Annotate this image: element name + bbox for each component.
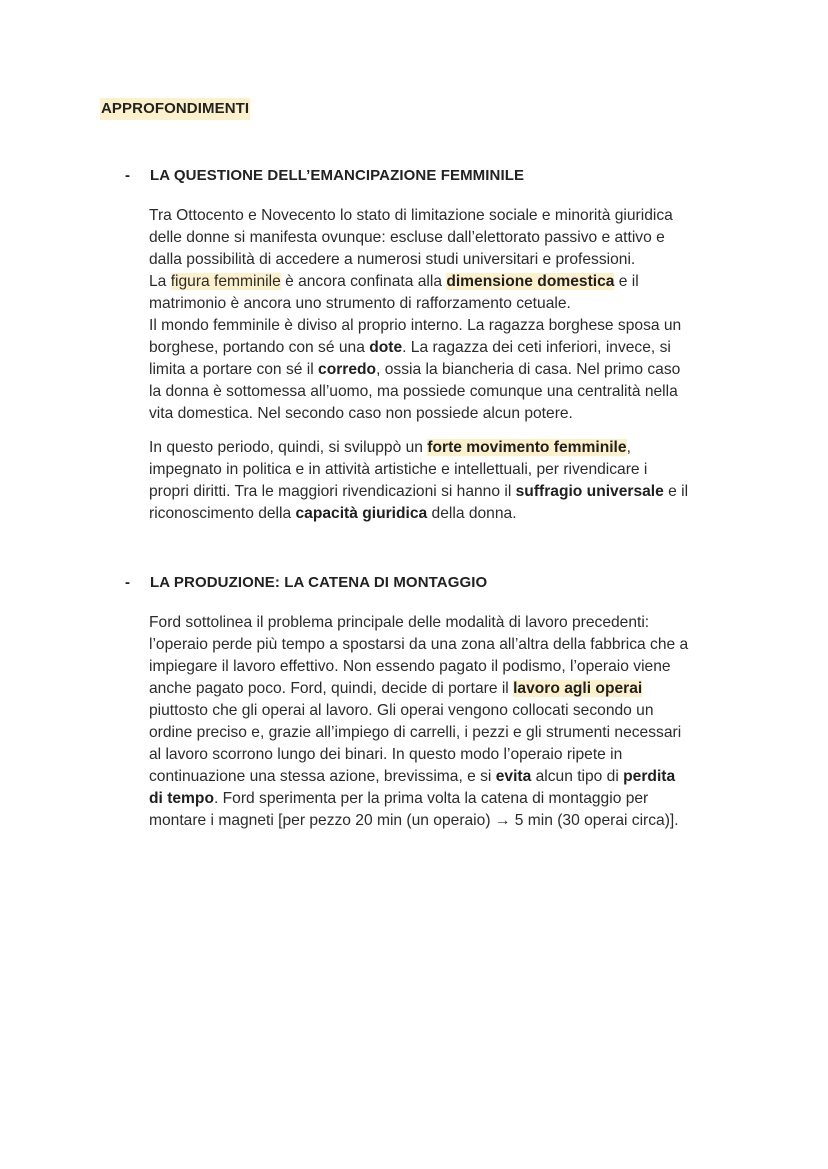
page-title: APPROFONDIMENTI [100, 98, 250, 120]
text-run: e il [663, 483, 689, 500]
text-run: . La ragazza dei ceti inferiori, invece, si [402, 339, 671, 356]
text-run: ordine preciso e, grazie all’impiego di carrelli, i pezzi e gli strumenti necessari [149, 724, 682, 741]
bold-term: capacità giuridica [295, 505, 428, 522]
text-line [149, 766, 731, 788]
text-run: alcun tipo di [531, 768, 624, 785]
text-run: e il [614, 273, 639, 290]
section-heading-row [0, 165, 828, 187]
section-heading-row [0, 572, 828, 594]
highlighted-term: figura femminile [170, 273, 281, 290]
text-line [149, 612, 731, 634]
text-run: della donna. [427, 505, 517, 522]
paragraph [149, 205, 731, 425]
text-line [149, 634, 731, 656]
bold-term: di tempo [149, 790, 214, 807]
text-run: limita a portare con sé il [149, 361, 319, 378]
text-run: al lavoro scorrono lungo dei binari. In questo modo l’operaio ripete in [149, 746, 623, 763]
text-line [149, 293, 731, 315]
text-line [149, 744, 731, 766]
text-run: . Ford sperimenta per la prima volta la catena di montaggio per [213, 790, 649, 807]
text-line [149, 271, 731, 293]
text-line [149, 700, 731, 722]
text-line [149, 227, 731, 249]
text-run: Ford sottolinea il problema principale delle modalità di lavoro precedenti: [149, 614, 650, 631]
text-run: Tra Ottocento e Novecento lo stato di limitazione sociale e minorità giuridica [149, 207, 673, 224]
section-heading: LA PRODUZIONE: LA CATENA DI MONTAGGIO [150, 574, 488, 591]
text-line [149, 337, 731, 359]
text-line [149, 403, 731, 425]
text-line [149, 810, 731, 832]
text-run: montare i magneti [per pezzo 20 min (un operaio) → 5 min (30 operai circa)]. [149, 812, 679, 829]
dash-bullet: - [125, 574, 130, 591]
text-run: Il mondo femminile è diviso al proprio interno. La ragazza borghese sposa un [149, 317, 682, 334]
section-emancipazione [0, 165, 828, 525]
text-run: dalla possibilità di accedere a numerosi studi universitari e professioni. [149, 251, 636, 268]
text-line [149, 503, 731, 525]
text-line [149, 359, 731, 381]
text-run: anche pagato poco. Ford, quindi, decide di portare il [149, 680, 514, 697]
paragraph [149, 612, 731, 832]
text-line [149, 678, 731, 700]
text-line [149, 656, 731, 678]
text-run: è ancora confinata alla [280, 273, 447, 290]
text-run: piuttosto che gli operai al lavoro. Gli operai vengono collocati secondo un [149, 702, 654, 719]
text-line [149, 437, 731, 459]
text-line [149, 788, 731, 810]
text-run: la donna è sottomessa all’uomo, ma possiede comunque una centralità nella [149, 383, 678, 400]
text-run: l’operaio perde più tempo a spostarsi da una zona all’altra della fabbrica che a [149, 636, 689, 653]
highlighted-bold-term: forte movimento femminile [427, 439, 627, 456]
text-line [149, 249, 731, 271]
text-line [149, 381, 731, 403]
bold-term: dote [369, 339, 403, 356]
paragraph [149, 437, 731, 525]
highlighted-bold-term: dimensione domestica [446, 273, 615, 290]
text-line [149, 481, 731, 503]
bold-term: suffragio universale [515, 483, 664, 500]
text-run: continuazione una stessa azione, brevissima, e si [149, 768, 496, 785]
text-run: matrimonio è ancora uno strumento di rafforzamento cetuale. [149, 295, 571, 312]
highlighted-bold-term: lavoro agli operai [513, 680, 643, 697]
text-run: , ossia la biancheria di casa. Nel primo caso [376, 361, 681, 378]
text-run: , [626, 439, 631, 456]
bold-term: corredo [318, 361, 377, 378]
section-catena-montaggio [0, 572, 828, 832]
text-line [149, 722, 731, 744]
bold-term: perdita [623, 768, 676, 785]
text-line [149, 459, 731, 481]
text-run: riconoscimento della [149, 505, 296, 522]
section-heading: LA QUESTIONE DELL’EMANCIPAZIONE FEMMINILE [150, 167, 525, 184]
dash-bullet: - [125, 167, 130, 184]
text-run: borghese, portando con sé una [149, 339, 370, 356]
text-run: impiegare il lavoro effettivo. Non essendo pagato il podismo, l’operaio viene [149, 658, 671, 675]
text-line [149, 315, 731, 337]
text-run: vita domestica. Nel secondo caso non possiede alcun potere. [149, 405, 573, 422]
text-run: La [149, 273, 171, 290]
text-run: delle donne si manifesta ovunque: escluse dall’elettorato passivo e attivo e [149, 229, 665, 246]
bold-term: evita [495, 768, 532, 785]
text-line [149, 205, 731, 227]
text-run: In questo periodo, quindi, si sviluppò un [149, 439, 428, 456]
text-run: propri diritti. Tra le maggiori rivendicazioni si hanno il [149, 483, 516, 500]
text-run: impegnato in politica e in attività artistiche e intellettuali, per rivendicare i [149, 461, 648, 478]
